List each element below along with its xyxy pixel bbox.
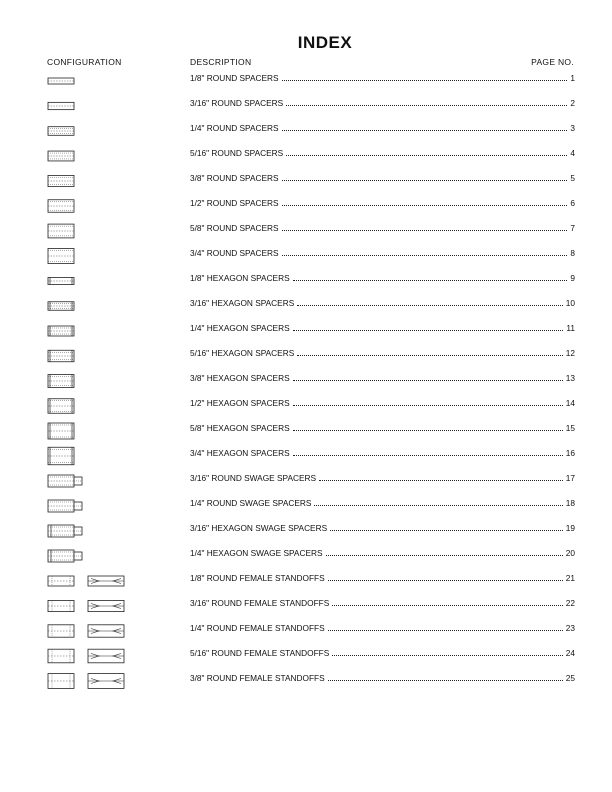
index-entry	[190, 173, 575, 183]
index-row	[0, 645, 612, 670]
index-row	[0, 145, 612, 170]
index-entry	[190, 623, 575, 633]
index-entry	[190, 648, 575, 658]
index-row	[0, 120, 612, 145]
index-entry	[190, 673, 575, 683]
dot-leader	[293, 455, 563, 456]
configuration-column-header: CONFIGURATION	[47, 57, 122, 67]
index-entry	[190, 123, 575, 133]
index-row	[0, 270, 612, 295]
index-entry	[190, 148, 575, 158]
dot-leader	[293, 280, 568, 281]
entry-description: 1/8" HEXAGON SPACERS	[190, 273, 290, 283]
round-spacer-icon	[47, 195, 91, 217]
dot-leader	[286, 105, 567, 106]
index-entry	[190, 398, 575, 408]
entry-description: 5/8" HEXAGON SPACERS	[190, 423, 290, 433]
dot-leader	[282, 205, 568, 206]
dot-leader	[314, 505, 562, 506]
index-row	[0, 295, 612, 320]
entry-description: 1/8" ROUND SPACERS	[190, 73, 279, 83]
dot-leader	[282, 80, 568, 81]
dot-leader	[328, 630, 563, 631]
index-entry	[190, 573, 575, 583]
dot-leader	[293, 330, 564, 331]
round-spacer-icon	[47, 120, 91, 142]
entry-page-number: 11	[566, 323, 575, 333]
index-entry	[190, 548, 575, 558]
index-row	[0, 545, 612, 570]
female-standoff-icon	[47, 620, 137, 642]
index-row	[0, 570, 612, 595]
index-entry	[190, 523, 575, 533]
round-swage-spacer-icon	[47, 495, 91, 517]
entry-description: 3/16" ROUND SPACERS	[190, 98, 284, 108]
entry-page-number: 15	[565, 423, 575, 433]
index-row	[0, 620, 612, 645]
index-row	[0, 595, 612, 620]
index-row	[0, 245, 612, 270]
entry-description: 5/16" HEXAGON SPACERS	[190, 348, 295, 358]
hexagon-spacer-icon	[47, 345, 91, 367]
round-spacer-icon	[47, 95, 91, 117]
dot-leader	[282, 230, 568, 231]
entry-page-number: 14	[565, 398, 575, 408]
index-row	[0, 520, 612, 545]
entry-page-number: 3	[570, 123, 575, 133]
entry-page-number: 19	[565, 523, 575, 533]
entry-page-number: 13	[565, 373, 575, 383]
index-row	[0, 445, 612, 470]
entry-description: 1/2" ROUND SPACERS	[190, 198, 279, 208]
index-row	[0, 495, 612, 520]
dot-leader	[293, 380, 563, 381]
entry-page-number: 20	[565, 548, 575, 558]
entry-description: 3/8" ROUND SPACERS	[190, 173, 279, 183]
hexagon-spacer-icon	[47, 395, 91, 417]
round-spacer-icon	[47, 245, 91, 267]
entry-page-number: 25	[565, 673, 575, 683]
entry-page-number: 12	[565, 348, 575, 358]
dot-leader	[282, 255, 568, 256]
entry-page-number: 16	[565, 448, 575, 458]
index-entry	[190, 423, 575, 433]
entry-page-number: 18	[565, 498, 575, 508]
entry-description: 1/8" ROUND FEMALE STANDOFFS	[190, 573, 325, 583]
entry-description: 3/16" ROUND SWAGE SPACERS	[190, 473, 317, 483]
entry-page-number: 6	[570, 198, 575, 208]
entry-description: 3/4" HEXAGON SPACERS	[190, 448, 290, 458]
index-row	[0, 195, 612, 220]
round-spacer-icon	[47, 220, 91, 242]
index-entry	[190, 223, 575, 233]
dot-leader	[293, 430, 563, 431]
dot-leader	[328, 680, 563, 681]
index-row	[0, 470, 612, 495]
dot-leader	[282, 130, 568, 131]
entry-description: 3/16" HEXAGON SPACERS	[190, 298, 295, 308]
entry-description: 1/4" HEXAGON SPACERS	[190, 323, 290, 333]
index-entry	[190, 473, 575, 483]
entry-page-number: 9	[570, 273, 575, 283]
hexagon-spacer-icon	[47, 295, 91, 317]
index-entry	[190, 598, 575, 608]
description-column-header: DESCRIPTION	[190, 57, 252, 67]
entry-description: 3/16" ROUND FEMALE STANDOFFS	[190, 598, 330, 608]
index-row	[0, 70, 612, 95]
hexagon-spacer-icon	[47, 445, 91, 467]
entry-page-number: 22	[565, 598, 575, 608]
dot-leader	[332, 605, 563, 606]
hexagon-swage-spacer-icon	[47, 520, 91, 542]
hexagon-spacer-icon	[47, 420, 91, 442]
hexagon-swage-spacer-icon	[47, 545, 91, 567]
entry-description: 1/4" HEXAGON SWAGE SPACERS	[190, 548, 323, 558]
entry-description: 1/4" ROUND FEMALE STANDOFFS	[190, 623, 325, 633]
dot-leader	[297, 305, 563, 306]
entry-page-number: 10	[565, 298, 575, 308]
entry-description: 3/16" HEXAGON SWAGE SPACERS	[190, 523, 328, 533]
entry-page-number: 7	[570, 223, 575, 233]
index-row	[0, 320, 612, 345]
female-standoff-icon	[47, 670, 137, 692]
index-row	[0, 345, 612, 370]
entry-page-number: 1	[570, 73, 575, 83]
dot-leader	[326, 555, 563, 556]
index-entry	[190, 73, 575, 83]
entry-description: 1/4" ROUND SWAGE SPACERS	[190, 498, 312, 508]
index-row	[0, 420, 612, 445]
dot-leader	[332, 655, 563, 656]
hexagon-spacer-icon	[47, 320, 91, 342]
index-entry	[190, 348, 575, 358]
round-swage-spacer-icon	[47, 470, 91, 492]
index-row	[0, 95, 612, 120]
entry-description: 5/16" ROUND SPACERS	[190, 148, 284, 158]
entry-page-number: 4	[570, 148, 575, 158]
entry-page-number: 21	[565, 573, 575, 583]
entry-page-number: 8	[570, 248, 575, 258]
round-spacer-icon	[47, 70, 91, 92]
entry-page-number: 24	[565, 648, 575, 658]
dot-leader	[297, 355, 563, 356]
index-entry	[190, 498, 575, 508]
page-number-column-header: PAGE NO.	[531, 57, 574, 67]
dot-leader	[282, 180, 568, 181]
female-standoff-icon	[47, 570, 137, 592]
entry-description: 5/16" ROUND FEMALE STANDOFFS	[190, 648, 330, 658]
entry-description: 5/8" ROUND SPACERS	[190, 223, 279, 233]
entry-description: 3/4" ROUND SPACERS	[190, 248, 279, 258]
index-row	[0, 220, 612, 245]
entry-page-number: 5	[570, 173, 575, 183]
page-title: INDEX	[297, 33, 353, 52]
round-spacer-icon	[47, 170, 91, 192]
hexagon-spacer-icon	[47, 270, 91, 292]
entry-page-number: 23	[565, 623, 575, 633]
round-spacer-icon	[47, 145, 91, 167]
dot-leader	[330, 530, 563, 531]
index-row	[0, 395, 612, 420]
index-entry	[190, 273, 575, 283]
index-entry	[190, 323, 575, 333]
index-entry	[190, 198, 575, 208]
index-row	[0, 370, 612, 395]
entry-page-number: 2	[570, 98, 575, 108]
entry-description: 3/8" HEXAGON SPACERS	[190, 373, 290, 383]
hexagon-spacer-icon	[47, 370, 91, 392]
index-row	[0, 170, 612, 195]
index-entry	[190, 98, 575, 108]
index-entry	[190, 248, 575, 258]
index-entry	[190, 448, 575, 458]
dot-leader	[319, 480, 563, 481]
dot-leader	[286, 155, 567, 156]
dot-leader	[293, 405, 563, 406]
female-standoff-icon	[47, 645, 137, 667]
entry-description: 1/2" HEXAGON SPACERS	[190, 398, 290, 408]
index-entry	[190, 373, 575, 383]
female-standoff-icon	[47, 595, 137, 617]
dot-leader	[328, 580, 563, 581]
entry-page-number: 17	[565, 473, 575, 483]
index-entry	[190, 298, 575, 308]
entry-description: 1/4" ROUND SPACERS	[190, 123, 279, 133]
index-row	[0, 670, 612, 695]
entry-description: 3/8" ROUND FEMALE STANDOFFS	[190, 673, 325, 683]
